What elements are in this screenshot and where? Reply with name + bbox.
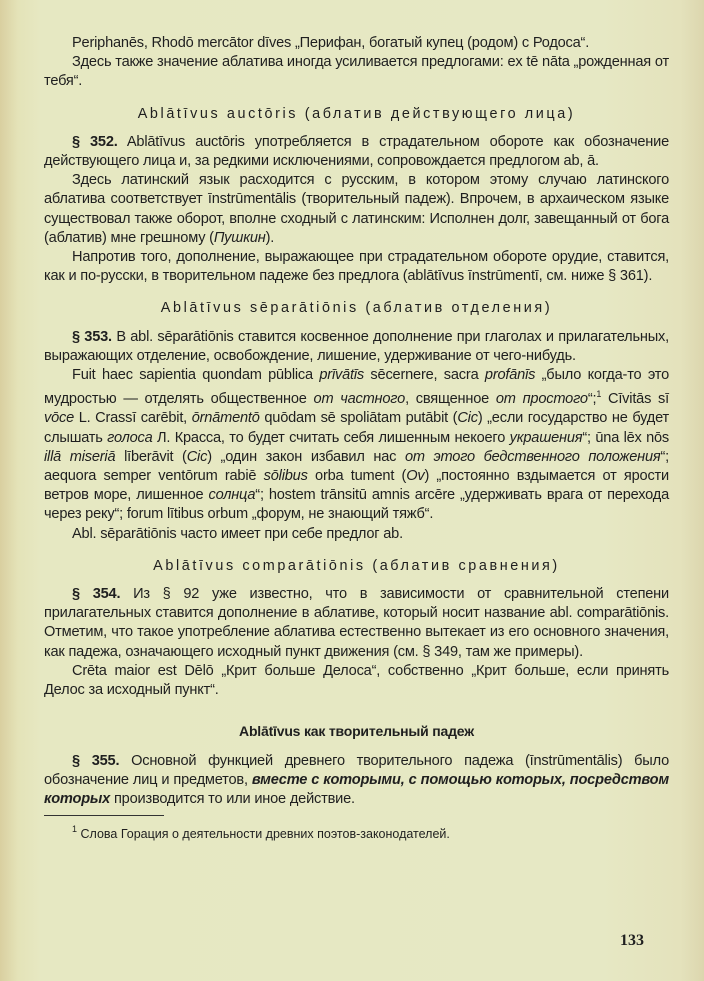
- section-number: § 352.: [72, 133, 118, 150]
- italic-text: голоса: [107, 429, 153, 446]
- italic-text: ōrnāmentō: [191, 410, 260, 427]
- paragraph: [44, 328, 669, 366]
- italic-text: sōlibus: [263, 468, 308, 485]
- footnote-ref: 1: [596, 389, 602, 400]
- paragraph: [44, 366, 669, 525]
- italic-text: Ov: [406, 468, 425, 485]
- italic-text: от частного: [313, 391, 406, 408]
- paragraph: [44, 133, 669, 171]
- paragraph: [44, 525, 669, 544]
- text-run: sēcernere, sacra: [364, 367, 485, 384]
- text-run: L. Crassī carēbit,: [74, 410, 192, 427]
- text-run: ) „если государство не будет слышать: [44, 410, 670, 446]
- section-number: § 353.: [72, 328, 112, 345]
- text-run: “; ūna lēx nōs: [582, 429, 670, 446]
- text-run: , священное: [405, 391, 496, 408]
- footnote: [44, 820, 669, 844]
- section-number: § 354.: [72, 586, 121, 603]
- italic-text: Пушкин: [213, 229, 266, 246]
- italic-text: от этого бедственного положения: [404, 448, 661, 465]
- section-heading: Ablātīvus sēparātiōnis (аблатив отделения): [160, 300, 553, 317]
- text-run: “; aequora semper ventōrum rabiē: [44, 448, 670, 485]
- italic-text: prīvātīs: [319, 367, 365, 384]
- text-run: līberāvit (: [115, 448, 187, 465]
- paragraph: [44, 248, 669, 286]
- footnote-text: Слова Горация о деятельности древних поэтов-законодателей.: [77, 827, 450, 842]
- page-number: 133: [620, 932, 644, 949]
- paragraph: [44, 662, 669, 700]
- text-run: Напротив того, дополнение, выражающее при страдательном обороте орудие, ставится, как и по-русски, в творительном падеже без предлога (ablātīvus īnstrūmentī, см. ниже § 361).: [44, 249, 669, 285]
- text-run: Л. Красса, то будет считать себя лишенным некоего: [152, 429, 510, 446]
- text-run: “; hostem trānsitū amnis arcēre „удерживать врага от перехода через реку“; forum lītibus orbum „форум, не знающий тяжб“.: [44, 487, 669, 523]
- paragraph: [44, 34, 669, 53]
- section-heading: Ablātīvus comparātiōnis (аблатив сравнения): [153, 557, 560, 574]
- text-run: В abl. sēparātiōnis ставится косвенное дополнение при глаголах и прилагательных, выражающих отделение, освобождение, лишение, удерживание от чего-нибудь.: [44, 328, 669, 364]
- footnote-divider: [44, 815, 164, 816]
- text-run: Abl. sēparātiōnis часто имеет при себе предлог ab.: [72, 525, 403, 542]
- italic-text: Cic: [457, 410, 478, 427]
- emphasis-text: вместе с которыми, с помощью которых, посредством которых: [44, 771, 669, 807]
- footnote-marker: 1: [72, 824, 78, 835]
- text-run: Crēta maior est Dēlō „Крит больше Делоса“, собственно „Крит больше, если принять Делос за исходный пункт“.: [44, 662, 669, 699]
- italic-text: Cic: [186, 448, 208, 465]
- italic-text: украшения: [509, 429, 583, 446]
- text-run: orba tument (: [307, 468, 407, 485]
- italic-text: vōce: [44, 410, 75, 427]
- text-run: ).: [265, 229, 275, 246]
- text-run: Из § 92 уже известно, что в зависимости от сравнительной степени прилагательных ставится дополнение в аблативе, который носит название abl. comparātiōnis. Отметим, что такое употребление аблатива естественно вытекает из его основного значения, как падежа, означающего исходный пункт движения (см. § 349, там же примеры).: [44, 586, 669, 660]
- book-page: [44, 34, 669, 844]
- text-run: Ablātīvus auctōris употребляется в страдательном обороте как обозначение действующего лица и, за редкими исключениями, сопровождается предлогом ab, ā.: [44, 133, 669, 170]
- section-heading: Ablātīvus auctōris (аблатив действующего лица): [137, 105, 576, 122]
- text-run: Cīvitās sī: [601, 391, 669, 408]
- text-run: Здесь латинский язык расходится с русским, в котором этому случаю латинского аблатива соответствует īnstrūmentālis (творительный падеж). Впрочем, в архаическом языке существовал также оборот, вполне сходный с латинским: Исполнен долг, завещанный от бога (аблатив) мне грешному (: [44, 172, 669, 246]
- italic-text: от простого: [495, 391, 588, 408]
- text-run: “;: [587, 391, 597, 408]
- text-run: производится то или иное действие.: [110, 790, 355, 807]
- text-run: Periphanēs, Rhodō mercātor dīves „Перифан, богатый купец (родом) с Родоса“.: [72, 35, 590, 51]
- italic-text: profānīs: [484, 367, 536, 384]
- section-number: § 355.: [72, 752, 120, 769]
- text-run: Здесь также значение аблатива иногда усиливается предлогами: ex tē nāta „рожденная от тебя“.: [44, 54, 669, 90]
- italic-text: illā miseriā: [44, 448, 116, 465]
- paragraph: [44, 585, 669, 662]
- paragraph: [44, 752, 669, 810]
- text-run: ) „постоянно вздымается от ярости ветров море, лишенное: [44, 468, 669, 504]
- italic-text: солнца: [208, 487, 256, 504]
- text-run: Основной функцией древнего творительного падежа (īnstrūmentālis) было обозначение лиц и предметов,: [44, 752, 669, 788]
- paragraph: [44, 171, 669, 248]
- paragraph: [44, 53, 669, 91]
- text-run: Fuit haec sapientia quondam pūblica: [72, 367, 320, 384]
- text-run: quōdam sē spoliātam putābit (: [259, 410, 458, 427]
- text-run: „было когда-то это мудростью — отделять общественное: [44, 367, 670, 408]
- section-heading: Ablātīvus как творительный падеж: [239, 723, 474, 740]
- text-run: ) „один закон избавил нас: [207, 448, 405, 465]
